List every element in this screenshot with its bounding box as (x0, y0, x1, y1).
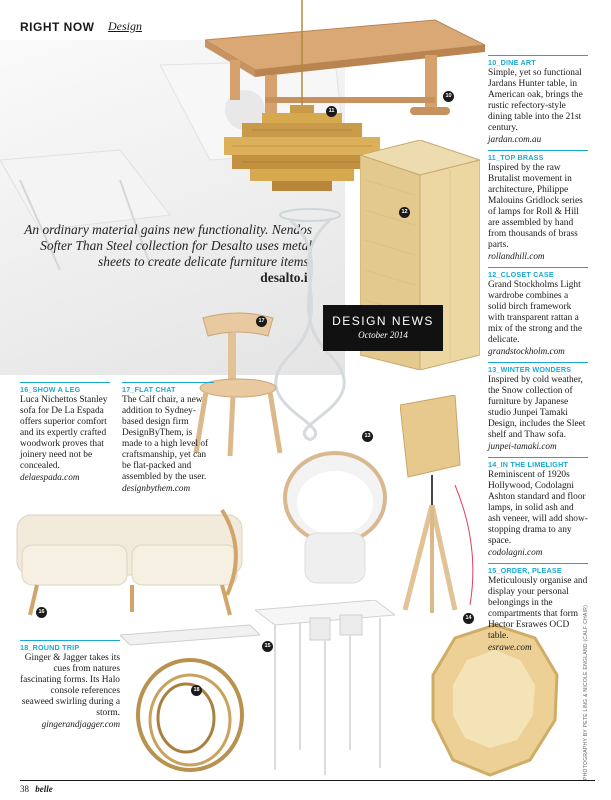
badge-title: DESIGN NEWS (332, 314, 434, 328)
number-marker: 14 (463, 613, 474, 624)
item-link[interactable]: delaespada.com (20, 472, 80, 482)
magazine-logo: belle (35, 784, 53, 794)
item-title: 18_ROUND TRIP (20, 640, 120, 652)
item-body: Inspired by the raw Brutalist movement in architecture, Philippe Malouins Gridlock series of lamps for Roll & Hill are assembled by hand from thousands of brass parts. (488, 163, 583, 250)
item-body: Ginger & Jagger takes its cues from natures fascinating forms. Its Halo console references seaweed swirling during a storm. (20, 653, 120, 718)
item-13 (488, 362, 588, 451)
design-news-badge (323, 305, 443, 351)
item-title: 10_DINE ART (488, 55, 588, 67)
item-body: Grand Stockholms Light wardrobe combines a solid birch framework with transparent rattan a mix of the strong and the delicate. (488, 280, 582, 345)
item-link[interactable]: codolagni.com (488, 547, 543, 557)
thaw-chair-illustration (280, 448, 390, 588)
item-title: 17_FLAT CHAT (122, 382, 214, 394)
category-label: Design (108, 19, 142, 33)
badge-date: October 2014 (358, 330, 408, 340)
item-body: Simple, yet so functional Jardans Hunter table, in American oak, brings the rustic refectory-style dining table into the 21st century. (488, 68, 583, 133)
item-link[interactable]: designbythem.com (122, 483, 191, 493)
number-marker: 17 (256, 316, 267, 327)
number-marker: 16 (36, 607, 47, 618)
item-link[interactable]: junpei-tamaki.com (488, 441, 557, 451)
hero-quote (22, 222, 312, 286)
number-marker: 10 (443, 91, 454, 102)
item-title: 14_IN THE LIMELIGHT (488, 457, 588, 469)
item-15 (488, 563, 588, 652)
stanley-sofa-illustration (12, 500, 252, 620)
hero-url[interactable]: desalto.it (260, 270, 312, 285)
item-body: Reminiscent of 1920s Hollywood, Codolagni Ashton standard and floor lamps, in solid ash and ash veneer, will add show-stopping drama to any space. (488, 470, 588, 546)
item-title: 12_CLOSET CASE (488, 267, 588, 279)
number-marker: 15 (262, 641, 273, 652)
item-link[interactable]: jardan.com.au (488, 134, 542, 144)
item-18 (20, 640, 120, 729)
ocd-table-illustration (255, 600, 395, 780)
item-16 (20, 382, 110, 482)
item-link[interactable]: grandstockholm.com (488, 346, 565, 356)
item-body: The Calf chair, a new addition to Sydney-based design firm DesignByThem, is made to a high level of craftsmanship, yet can be flat-packed and assembled by the user. (122, 395, 209, 482)
halo-console-illustration (120, 620, 260, 790)
item-title: 11_TOP BRASS (488, 150, 588, 162)
item-14 (488, 457, 588, 557)
number-marker: 18 (191, 685, 202, 696)
item-title: 16_SHOW A LEG (20, 382, 110, 394)
page-folio (20, 784, 53, 794)
number-marker: 11 (326, 106, 337, 117)
ashton-lamp-illustration (400, 395, 500, 615)
item-body: Meticulously organise and display your personal belongings in the compartments that form Hector Esrawes OCD table. (488, 576, 588, 641)
right-column (488, 55, 588, 658)
item-link[interactable]: esrawe.com (488, 642, 532, 652)
item-body: Inspired by cold weather, the Snow collection of furniture by Japanese studio Junpei Tamaki Design, includes the Sleet shelf and Thaw sofa. (488, 375, 586, 440)
item-10 (488, 55, 588, 144)
item-body: Luca Nichettos Stanley sofa for De La Espada offers superior comfort and its expertly crafted woodwork proves that joinery need not be concealed. (20, 395, 108, 471)
item-title: 13_WINTER WONDERS (488, 362, 588, 374)
item-title: 15_ORDER, PLEASE (488, 563, 588, 575)
section-label: RIGHT NOW (20, 20, 95, 34)
number-marker: 13 (362, 431, 373, 442)
item-link[interactable]: rollandhill.com (488, 251, 545, 261)
item-12 (488, 267, 588, 356)
hero-quote-text: An ordinary material gains new functionality. Nendos Softer Than Steel collection for Desalto uses metal sheets to create delicate furniture items. (24, 222, 312, 269)
number-marker: 12 (399, 207, 410, 218)
item-11 (488, 150, 588, 261)
photo-credit: PHOTOGRAPHY BY PETE LING & NICOLE ENGLAND (CALF CHAIR) (583, 604, 589, 780)
item-link[interactable]: gingerandjagger.com (41, 719, 120, 729)
item-17 (122, 382, 214, 493)
footer-rule (20, 780, 595, 781)
page-number: 38 (20, 784, 29, 794)
